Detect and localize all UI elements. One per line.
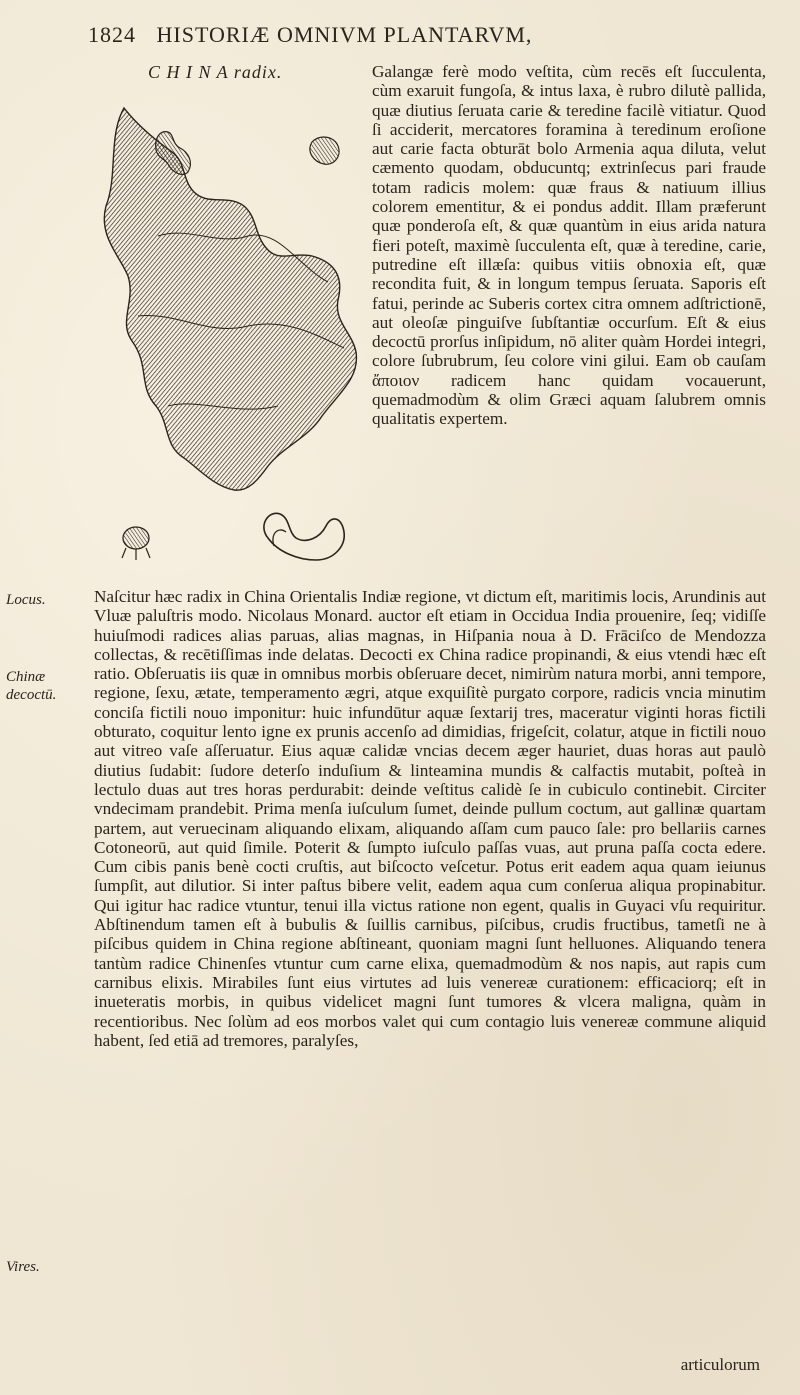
sidenote-china-line2: decoctū. xyxy=(6,687,57,703)
sidenote-vires: Vires. xyxy=(6,1259,40,1275)
running-title: HISTORIÆ OMNIVM PLANTARVM, xyxy=(156,22,533,47)
sidenote-china-line1: Chinæ xyxy=(6,669,46,685)
paragraph-locus-decoction-vires: Naſcitur hæc radix in China Orientalis Indiæ regione, vt dictum eſt, maritimis locis, Arundinis aut Vluæ paluſtris modo. Nicolaus Monard. auctor eſt etiam in Occidua India prouenire, ſeq; vidiſſe huiuſmodi radices alias paruas, alias magnas, in Hiſpania noua à D. Frāciſco de Mendozza collectas, & recētiſſimas inde delatas. Decocti ex China radice propinandi, & eius vtendi hæc eſt ratio. Obſeruatis iis quæ in omnibus morbis obſeruare decet, nimirùm natura morbi, anni tempore, regione, ſexu, ætate, temperamento ægri, atque exquiſitè purgato corpore, radicis vncia minutim conciſa fictili nouo imponitur: huic infundūtur aquæ ſextarij tres, maceratur viginti horas fictili obturato, coquitur lento igne ex prunis accenſo ad dimidias, frigeſcit, colatur, atque in fictili nouo aut vitreo vaſe aſſeruatur. Eius aquæ calidæ vncias decem æger hauriet, duas horas aut paulò diutius ſudabit: ſudore deterſo induſium & linteamina mundis & calfactis mutabit, poſteà in lectulo duas aut tres horas perdurabit: deinde veſtitus calidè ſe in cubiculo continebit. Circiter vndecimam prandebit. Prima menſa iuſculum ſumet, deinde pullum coctum, aut gallinæ quartam partem, aut veruecinam aliquando elixam, aliquando aſſam cum pauco ſale: pro bellariis carnes Cotoneorū, aut quid ſimile. Poterit & ſumpto iuſculo paſſas vuas, aut pruna paſſa cocta edere. Cum cibis panis benè cocti cruſtis, aut biſcocto veſcetur. Potus erit eadem aqua quam ieiunus ſumpſit, aut dilutior. Si inter paſtus bibere velit, eadem aqua cum conſerua aliqua propinabitur. Qui igitur hac radice vtuntur, tenui illa victus ratione non egent, qualis in Guyaci vſu requiritur. Abſtinendum tamen eſt à bubulis & ſuillis carnibus, piſcibus, crudis fructibus, tametſi ne à piſcibus quidem in China regione abſtineant, quoniam magni ſunt helluones. Aliquando tenera tantùm radice Chinenſes vtuntur cum carne elixa, quemadmodùm & nos napis, aut rapis cum carnibus elixis. Mirabiles ſunt eius virtutes ad luis venereæ curationem: efficaciorq; eſt in inueteratis morbis, in quibus videlicet magni ſunt tumores & vlcera maligna, quàm in recentioribus. Nec ſolùm ad eos morbos valet qui cum contagio luis venereæ commune aliquid habent, ſed etiā ad tremores, paralyſes, xyxy=(94,587,766,1050)
catchword: articulorum xyxy=(680,1355,760,1374)
right-column-text xyxy=(372,62,766,429)
paragraph-description: Galangæ ferè modo veſtita, cùm recēs eſt ſucculenta, cùm exaruit fungoſa, & intus laxa, è rubro dilutè pallida, quæ diutius ſeruata carie & teredine facilè vitiatur. Quod ſi acciderit, mercatores foramina à teredinum eroſione aut carie facta obturāt bolo Armenia aqua diluta, velut cæmento quodam, obducuntq; extrinſecus pari fraude totam radicis molem: quæ fraus & natiuum illius colorem ementitur, & ei pondus addit. Illam præferunt quæ ponderoſa eſt, & quæ quantùm in eius arida natura fieri poteſt, maximè ſucculenta eſt, quæ à teredine, carie, putredine eſt illæſa: quibus vitiis obnoxia eſt, quæ recondita fuit, & in longum tempus ſeruata. Saporis eſt fatui, perinde ac Suberis cortex citra omnem adſtrictionē, aut oleoſæ pinguiſve ſubſtantiæ occurſum. Eſt & eius decoctū prorſus inſipidum, nō aliter quàm Hordei integri, colore ſubrubrum, ſeu colore vini gilui. Eam ob cauſam ἄποιον radicem hanc quidam vocauerunt, quemadmodùm & olim Græci aquam ſalubrem omnis qualitatis expertem. xyxy=(372,62,766,429)
sidenote-locus: Locus. xyxy=(6,592,46,608)
sidenote-china-decoctu xyxy=(6,668,56,704)
running-header xyxy=(88,22,728,48)
page-number: 1824 xyxy=(88,22,136,47)
china-root-woodcut-illustration xyxy=(98,86,370,586)
full-width-text xyxy=(94,587,766,1050)
figure-caption: C H I N A radix. xyxy=(148,62,283,82)
